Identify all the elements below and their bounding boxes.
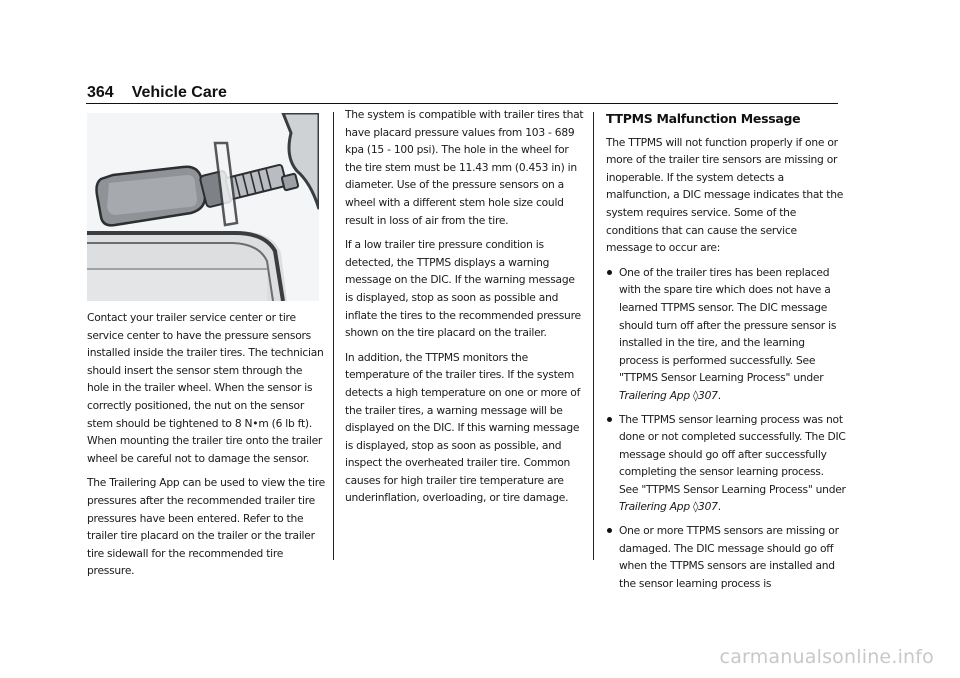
- install-sensors-paragraph: Contact your trailer service center or tire service center to have the pressure sensors installed inside the trailer tires. The technician should insert the sensor stem through the hole in the trailer wheel. When the sensor is correctly positioned, the nut on the sensor stem should be tightened to 8 N•m (6 lb ft). When mounting the trailer tire onto the trailer wheel be careful not to damage the sensor.: [87, 311, 324, 465]
- trailering-app-link[interactable]: Trailering App: [619, 500, 690, 514]
- page-ref[interactable]: 307: [698, 500, 718, 514]
- page-header: [87, 84, 227, 102]
- column-1: [87, 309, 327, 587]
- low-pressure-paragraph: If a low trailer tire pressure condition is detected, the TTPMS displays a warning message on the DIC. If the warning message is displayed, stop as soon as possible and inflate the tires to the recommended pressure shown on the tire placard on the trailer.: [345, 238, 581, 340]
- malfunction-conditions-list: [606, 264, 846, 593]
- list-item: One of the trailer tires has been replaced with the spare tire which does not have a learned TTPMS sensor. The DIC message should turn off after the pressure sensor is installed in the tire, and the learning process is performed successfully. See "TTPMS Sensor Learning Process" under Trailering App ◊307.: [606, 264, 846, 405]
- list-item: The TTPMS sensor learning process was not done or not completed successfully. The DIC message should go off after successfully completing the sensor learning process. See "TTPMS Sensor Learning Process" under Trailering App ◊307.: [606, 411, 846, 517]
- column-divider-2: [593, 112, 594, 560]
- column-3: [606, 106, 846, 598]
- compatibility-paragraph: The system is compatible with trailer tires that have placard pressure values from 103 - 689 kpa (15 - 100 psi). The hole in the wheel for the tire stem must be 11.43 mm (0.453 in) in diameter. Use of the pressure sensors on a wheel with a different stem hole size could result in loss of air from the tire.: [345, 108, 584, 227]
- column-2: [345, 106, 585, 514]
- page-number: 364: [87, 84, 114, 101]
- column-divider-1: [333, 112, 334, 560]
- page-ref[interactable]: 307: [698, 388, 718, 402]
- section-title: Vehicle Care: [131, 84, 227, 101]
- header-rule: [86, 103, 838, 104]
- tire-pressure-sensor-illustration-icon: [87, 113, 319, 301]
- temperature-paragraph: In addition, the TTPMS monitors the temperature of the trailer tires. If the system detects a high temperature on one or more of the trailer tires, a warning message will be displayed on the DIC. If this warning message is displayed, stop as soon as possible, and inspect the overheated trailer tire. Common causes for high trailer tire temperature are underinflation, overloading, or tire damage.: [345, 350, 581, 505]
- malfunction-heading: TTPMS Malfunction Message: [606, 111, 801, 126]
- trailering-app-link[interactable]: Trailering App: [619, 388, 690, 402]
- trailering-app-paragraph: The Trailering App can be used to view the tire pressures after the recommended trailer tire pressures have been entered. Refer to the trailer tire placard on the trailer or the trailer tire sidewall for the recommended tire pressure.: [87, 476, 325, 578]
- malfunction-intro: The TTPMS will not function properly if one or more of the trailer tire sensors are missing or inoperable. If the system detects a malfunction, a DIC message indicates that the system requires service. Some of the conditions that can cause the service message to occur are:: [606, 135, 844, 255]
- list-item: One or more TTPMS sensors are missing or damaged. The DIC message should go off when the TTPMS sensors are installed and the sensor learning process is: [606, 522, 846, 592]
- page-ref-icon: ◊: [693, 388, 699, 402]
- watermark: carmanualsonline.info: [719, 646, 934, 668]
- page-ref-icon: ◊: [693, 500, 699, 514]
